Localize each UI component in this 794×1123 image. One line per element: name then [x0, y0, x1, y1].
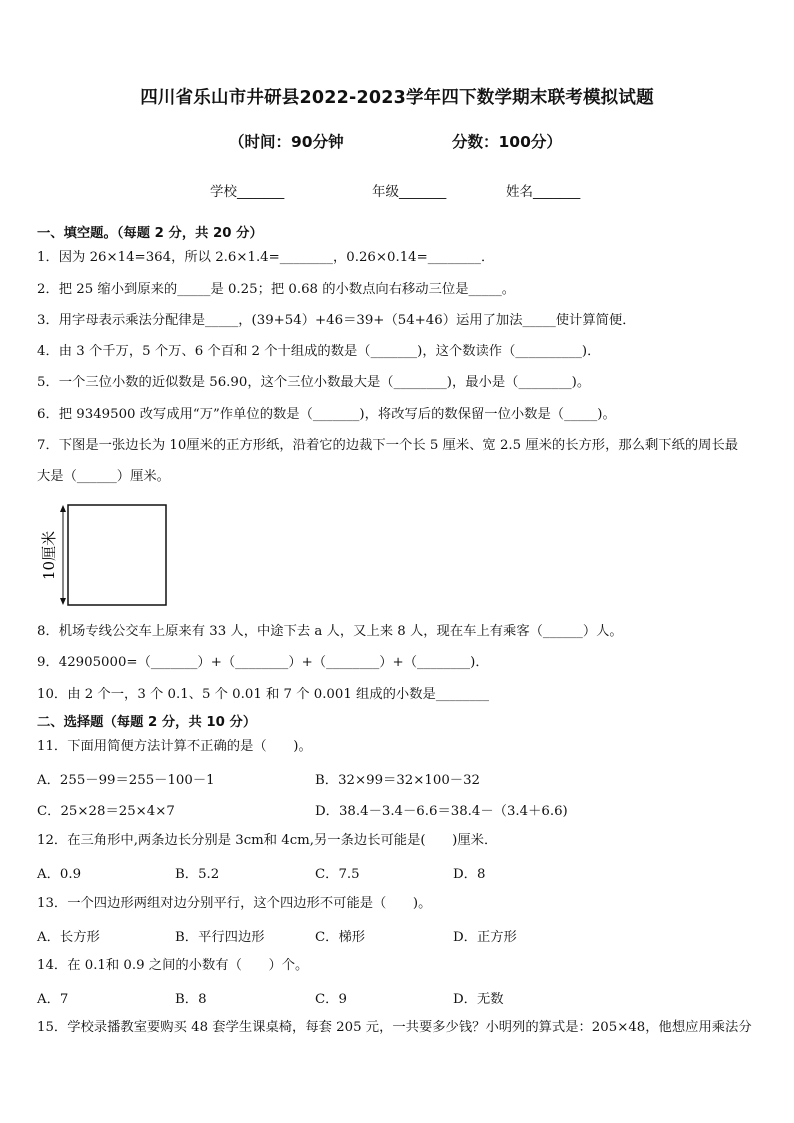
q11-option-a: A．255－99＝255－100－1: [37, 773, 215, 788]
exam-time: （时间：90分钟: [229, 133, 344, 151]
q13-option-d: D．正方形: [453, 930, 517, 945]
exam-title: 四川省乐山市井研县2022-2023学年四下数学期末联考模拟试题: [140, 88, 654, 108]
q14-option-c: C．9: [315, 992, 347, 1007]
q14-option-a: A．7: [37, 992, 69, 1007]
question-4: 4．由 3 个千万，5 个万、6 个百和 2 个十组成的数是（_______)，这个数读作（__________)．: [37, 344, 601, 359]
school-field: 学校_______: [210, 184, 285, 200]
q12-option-b: B．5.2: [175, 867, 220, 882]
q14-option-b: B．8: [175, 992, 207, 1007]
q13-option-c: C．梯形: [315, 930, 366, 945]
q11-option-b: B．32×99＝32×100－32: [315, 773, 481, 788]
figure-dimension-label: 10厘米: [40, 530, 58, 580]
q11-option-d: D．38.4－3.4－6.6＝38.4－（3.4＋6.6): [315, 804, 568, 819]
q13-option-a: A．长方形: [37, 930, 100, 945]
question-3: 3．用字母表示乘法分配律是_____，(39+54）+46＝39+（54+46）运用了加法_____使计算简便．: [37, 313, 636, 328]
question-2: 2．把 25 缩小到原来的_____是 0.25；把 0.68 的小数点向右移动三位是_____。: [37, 282, 516, 297]
square-paper-figure: [36, 500, 176, 610]
q12-option-c: C．7.5: [315, 867, 360, 882]
question-5: 5．一个三位小数的近似数是 56.90，这个三位小数最大是（________)，最小是（________)。: [37, 375, 591, 390]
question-13: 13．一个四边形两组对边分别平行，这个四边形不可能是（ )。: [37, 896, 432, 911]
question-12: 12．在三角形中,两条边长分别是 3cm和 4cm,另一条边长可能是( )厘米．: [37, 833, 498, 848]
name-field: 姓名_______: [506, 184, 581, 200]
grade-field: 年级_______: [372, 184, 447, 200]
question-6: 6．把 9349500 改写成用“万”作单位的数是（_______)，将改写后的数保留一位小数是（_____)。: [37, 407, 616, 422]
question-9: 9．42905000=（_______）+（________）+（________）+（________)．: [37, 655, 489, 670]
question-11: 11．下面用简便方法计算不正确的是（ )。: [37, 739, 312, 754]
question-7-line1: 7．下图是一张边长为 10厘米的正方形纸，沿着它的边裁下一个长 5 厘米、宽 2.5 厘米的长方形，那么剩下纸的周长最: [37, 438, 739, 453]
q14-option-d: D．无数: [453, 992, 504, 1007]
section-choice-heading: 二、选择题（每题 2 分，共 10 分）: [37, 715, 257, 730]
question-10: 10．由 2 个一，3 个 0.1、5 个 0.01 和 7 个 0.001 组成的小数是________: [37, 687, 490, 702]
q12-option-a: A．0.9: [37, 867, 82, 882]
section-fill-blank-heading: 一、填空题。（每题 2 分，共 20 分）: [37, 226, 263, 241]
exam-score: 分数：100分）: [452, 133, 562, 151]
question-14: 14．在 0.1和 0.9 之间的小数有（ ）个。: [37, 958, 309, 973]
q12-option-d: D．8: [453, 867, 486, 882]
question-1: 1．因为 26×14=364，所以 2.6×1.4=________，0.26×0.14=________．: [37, 250, 495, 265]
q13-option-b: B．平行四边形: [175, 930, 265, 945]
question-7-line2: 大是（______）厘米。: [37, 469, 170, 484]
question-15: 15．学校录播教室要购买 48 套学生课桌椅，每套 205 元，一共要多少钱？小明列的算式是：205×48，他想应用乘法分: [37, 1020, 752, 1035]
q11-option-c: C．25×28＝25×4×7: [37, 804, 175, 819]
question-8: 8．机场专线公交车上原来有 33 人，中途下去 a 人，又上来 8 人，现在车上有乘客（______）人。: [37, 624, 623, 639]
